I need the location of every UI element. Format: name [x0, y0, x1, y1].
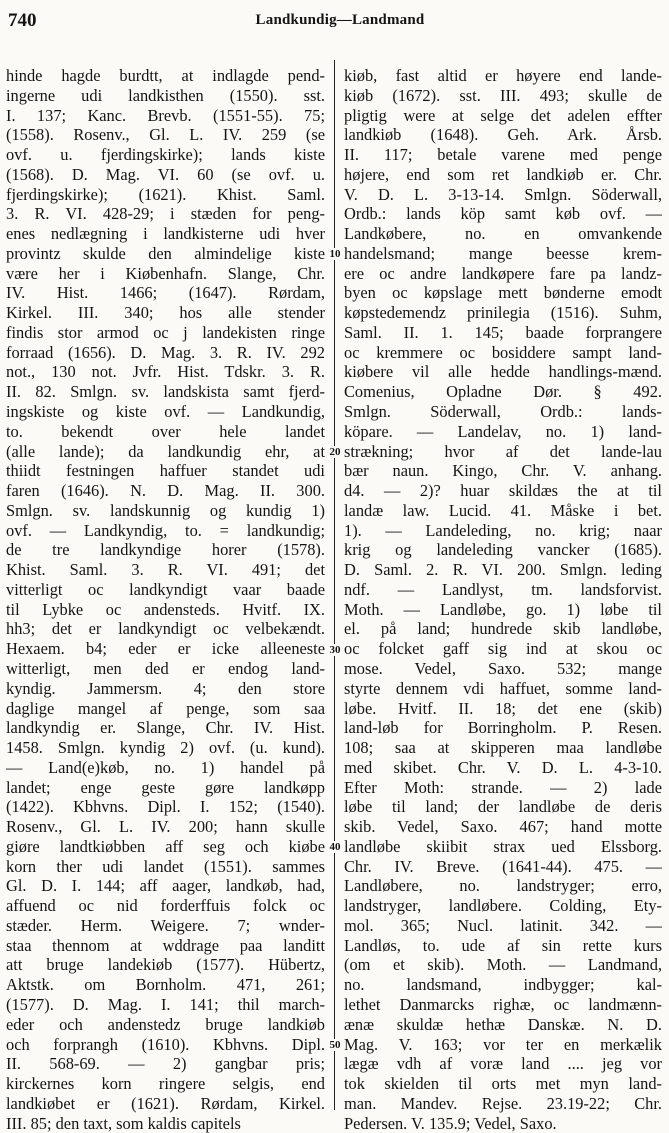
right-column-line: lethet Danmarcks righæ, oc landmænn-	[344, 994, 662, 1014]
left-column-line: affuend oc nid forderffuis folck oc	[6, 896, 325, 916]
left-column-line: (1568). D. Mag. VI. 60 (se ovf. u.	[6, 164, 325, 184]
right-column-line: Chr. IV. Breve. (1641-44). 475. —	[344, 856, 662, 876]
right-column-line: Landløs, to. ude af sin rette kurs	[344, 935, 662, 955]
left-column-line: Kirkel. III. 340; hos alle stender	[6, 303, 325, 323]
right-column-line: el. på land; hundrede skib landløbe,	[344, 619, 662, 639]
right-column-line: løbe. Hvitf. II. 18; det ene (skib)	[344, 698, 662, 718]
right-column-line: Smlgn. Söderwall, Ordb.: lands-	[344, 402, 662, 422]
left-column-line: witterligt, men ded er endog land-	[6, 658, 325, 678]
right-column-line: Pedersen. V. 135.9; Vedel, Saxo.	[344, 1113, 557, 1133]
left-column-line: ingerne udi landkisthen (1550). sst.	[6, 85, 325, 105]
left-column-line: vitterligt oc landkyndigt vaar baade	[6, 579, 325, 599]
left-column-line: kirckernes korn ringere selgis, end	[6, 1074, 325, 1094]
line-number: 20	[326, 446, 344, 458]
left-column-line: hinde hagde burdtt, at indlagde pend-	[6, 66, 325, 85]
left-column-line: thiidt festningen haffuer standet udi	[6, 461, 325, 481]
left-column-line: være her i Kiøbenhafn. Slange, Chr.	[6, 263, 325, 283]
right-column-line: no. landsmand, indbygger; kal-	[344, 975, 662, 995]
right-column-line: byen oc køpslage mett bønderne emodt	[344, 283, 662, 303]
left-column-line: korn ther udi landet (1551). sammes	[6, 856, 325, 876]
right-column-line: Landløbere, no. landstryger; erro,	[344, 876, 662, 896]
left-column-line: Smlgn. sv. landskunnig og kundig 1)	[6, 500, 325, 520]
left-column-line: Aktstk. om Bornholm. 471, 261;	[6, 975, 325, 995]
left-column-line: enes nedlægning i landkisterne udi hver	[6, 224, 325, 244]
left-column-line: Hexaem. b4; eder er icke alleeneste	[6, 639, 325, 659]
left-column-line: att bruge landekiøb (1577). Hübertz,	[6, 955, 325, 975]
right-column-line: D. Saml. 2. R. VI. 200. Smlgn. leding	[344, 560, 662, 580]
right-column-line: Comenius, Opladne Dør. § 492.	[344, 382, 662, 402]
running-head: Landkundig—Landmand	[255, 12, 425, 28]
left-column-line: Rosenv., Gl. L. IV. 200; hann skulle	[6, 817, 325, 837]
left-column-line: findis stor armod oc j landekisten ringe	[6, 322, 325, 342]
left-column-line: landet; enge geste gøre landkøpp	[6, 777, 325, 797]
right-column-line: bær naun. Kingo, Chr. V. anhang.	[344, 461, 662, 481]
left-column-line: to. bekendt over hele landet	[6, 421, 325, 441]
right-column-line: 108; saa at skipperen maa landløbe	[344, 738, 662, 758]
right-column-line: styrte dennem vdi haffuet, somme land-	[344, 678, 662, 698]
right-column-line: pligtig were at selge det adelen effter	[344, 105, 662, 125]
right-column-line: med skibet. Chr. V. D. L. 4-3-10.	[344, 757, 662, 777]
left-column-line: (alle lande); da landkundig ehr, at	[6, 441, 325, 461]
left-column-line: hh3; det er landkyndigt oc velbekændt.	[6, 619, 325, 639]
right-column-line: krig og landeleding vancker (1685).	[344, 540, 662, 560]
left-column-line: til Lybke oc andensteds. Hvitf. IX.	[6, 599, 325, 619]
left-column-line: (1422). Kbhvns. Dipl. I. 152; (1540).	[6, 797, 325, 817]
line-number: 10	[326, 248, 344, 260]
left-column	[6, 66, 325, 1133]
left-column-line: ovf. u. fjerdingskirke); lands kiste	[6, 145, 325, 165]
right-column-line: mose. Vedel, Saxo. 532; mange	[344, 658, 662, 678]
left-column-line: staa thennom at wddrage paa landitt	[6, 935, 325, 955]
right-column-line: landkiøb (1648). Geh. Ark. Årsb.	[344, 125, 662, 145]
right-column-line: d4. — 2)? huar skildæs the at til	[344, 481, 662, 501]
right-column-line: Efter Moth: strande. — 2) lade	[344, 777, 662, 797]
left-column-line: provintz skulde den almindelige kiste	[6, 243, 325, 263]
left-column-line: eder och andenstedz bruge landkiøb	[6, 1014, 325, 1034]
left-column-line: och forprangh (1610). Kbhvns. Dipl.	[6, 1034, 325, 1054]
page-header	[0, 6, 669, 38]
left-column-line: landkiøbet er (1621). Rørdam, Kirkel.	[6, 1093, 325, 1113]
right-column-line: landløbe skiibit strax ued Elssborg.	[344, 836, 662, 856]
right-column-line: ere oc andre landkøpere fare pa landz-	[344, 263, 662, 283]
left-column-line: IV. Hist. 1466; (1647). Rørdam,	[6, 283, 325, 303]
right-column-line: skib. Vedel, Saxo. 467; hand motte	[344, 817, 662, 837]
right-column-line: kiøb (1672). sst. III. 493; skulle de	[344, 85, 662, 105]
left-column-line: ingskiste og kiste ovf. — Landkundig,	[6, 402, 325, 422]
right-column	[344, 66, 662, 1133]
left-column-line: landkyndig er. Slange, Chr. IV. Hist.	[6, 718, 325, 738]
left-column-line: II. 82. Smlgn. sv. landskista samt fjerd-	[6, 382, 325, 402]
right-column-line: ndf. — Landlyst, tm. landsforvist.	[344, 579, 662, 599]
left-column-line: 1458. Smlgn. kyndig 2) ovf. (u. kund).	[6, 738, 325, 758]
right-column-line: ænæ skuldæ hethæ Danskæ. N. D.	[344, 1014, 662, 1034]
left-column-line: stæder. Herm. Weigere. 7; wnder-	[6, 915, 325, 935]
right-column-line: løbe til land; der landløbe de deris	[344, 797, 662, 817]
left-column-line: 3. R. VI. 428-29; i stæden for peng-	[6, 204, 325, 224]
right-column-line: 1). — Landeleding, no. krig; naar	[344, 520, 662, 540]
left-column-line: giøre landtkiøbben aff seg och kiøbe	[6, 836, 325, 856]
right-column-line: kiøbere vil alle hedde handlings-mænd.	[344, 362, 662, 382]
left-column-line: kyndig. Jammersm. 4; den store	[6, 678, 325, 698]
right-column-line: køpstedemendz prinilegia (1516). Suhm,	[344, 303, 662, 323]
right-column-line: landæ law. Lucid. 41. Måske i bet.	[344, 500, 662, 520]
left-column-line: faren (1646). N. D. Mag. II. 300.	[6, 481, 325, 501]
left-column-line: III. 85; den taxt, som kaldis capitels	[6, 1113, 241, 1133]
right-column-line: (om et skib). Moth. — Landmand,	[344, 955, 662, 975]
column-rule	[334, 60, 335, 1110]
right-column-line: köpare. — Landelav, no. 1) land-	[344, 421, 662, 441]
line-number: 50	[326, 1039, 344, 1051]
right-column-line: strækning; hvor af det lande-lau	[344, 441, 662, 461]
line-number: 30	[326, 644, 344, 656]
right-column-line: Ordb.: lands köp samt køb ovf. —	[344, 204, 662, 224]
right-column-line: V. D. L. 3-13-14. Smlgn. Söderwall,	[344, 184, 662, 204]
right-column-line: II. 117; betale varene med penge	[344, 145, 662, 165]
right-column-line: landstryger, landløbere. Colding, Ety-	[344, 896, 662, 916]
right-column-line: mol. 365; Nucl. latinit. 342. —	[344, 915, 662, 935]
left-column-line: de tre landkyndige horer (1578).	[6, 540, 325, 560]
right-column-line: oc folcket gaff sig ind at skou oc	[344, 639, 662, 659]
right-column-line: tok skielden til orts met myn land-	[344, 1074, 662, 1094]
right-column-line: Mag. V. 163; vor ter en merkælik	[344, 1034, 662, 1054]
left-column-line: ovf. — Landkyndig, to. = landkundig;	[6, 520, 325, 540]
line-number: 40	[326, 841, 344, 853]
right-column-line: kiøb, fast altid er høyere end lande-	[344, 66, 662, 85]
right-column-line: Moth. — Landløbe, go. 1) løbe til	[344, 599, 662, 619]
left-column-line: I. 137; Kanc. Brevb. (1551-55). 75;	[6, 105, 325, 125]
left-column-line: forraad (1656). D. Mag. 3. R. IV. 292	[6, 342, 325, 362]
page-number: 740	[8, 10, 37, 31]
left-column-line: fjerdingskirke); (1621). Khist. Saml.	[6, 184, 325, 204]
right-column-line: handelsmand; mange beesse krem-	[344, 243, 662, 263]
left-column-line: II. 568-69. — 2) gangbar pris;	[6, 1054, 325, 1074]
left-column-line: (1558). Rosenv., Gl. L. IV. 259 (se	[6, 125, 325, 145]
right-column-line: Saml. II. 1. 145; baade forprangere	[344, 322, 662, 342]
right-column-line: land-løb for Borringholm. P. Resen.	[344, 718, 662, 738]
right-column-line: højere, end som ret landkiøb er. Chr.	[344, 164, 662, 184]
right-column-line: oc kremmere oc bosiddere sampt land-	[344, 342, 662, 362]
left-column-line: (1577). D. Mag. I. 141; thil march-	[6, 994, 325, 1014]
left-column-line: Gl. D. I. 144; aff aager, landkøb, had,	[6, 876, 325, 896]
right-column-line: man. Mandev. Rejse. 23.19-22; Chr.	[344, 1093, 662, 1113]
right-column-line: lægæ vdh af voræ land .... jeg vor	[344, 1054, 662, 1074]
right-column-line: Landkøbere, no. en omvankende	[344, 224, 662, 244]
left-column-line: daglige mangel af penge, som saa	[6, 698, 325, 718]
left-column-line: — Land(e)køb, no. 1) handel på	[6, 757, 325, 777]
left-column-line: not., 130 not. Jvfr. Hist. Tdskr. 3. R.	[6, 362, 325, 382]
left-column-line: Khist. Saml. 3. R. VI. 491; det	[6, 560, 325, 580]
